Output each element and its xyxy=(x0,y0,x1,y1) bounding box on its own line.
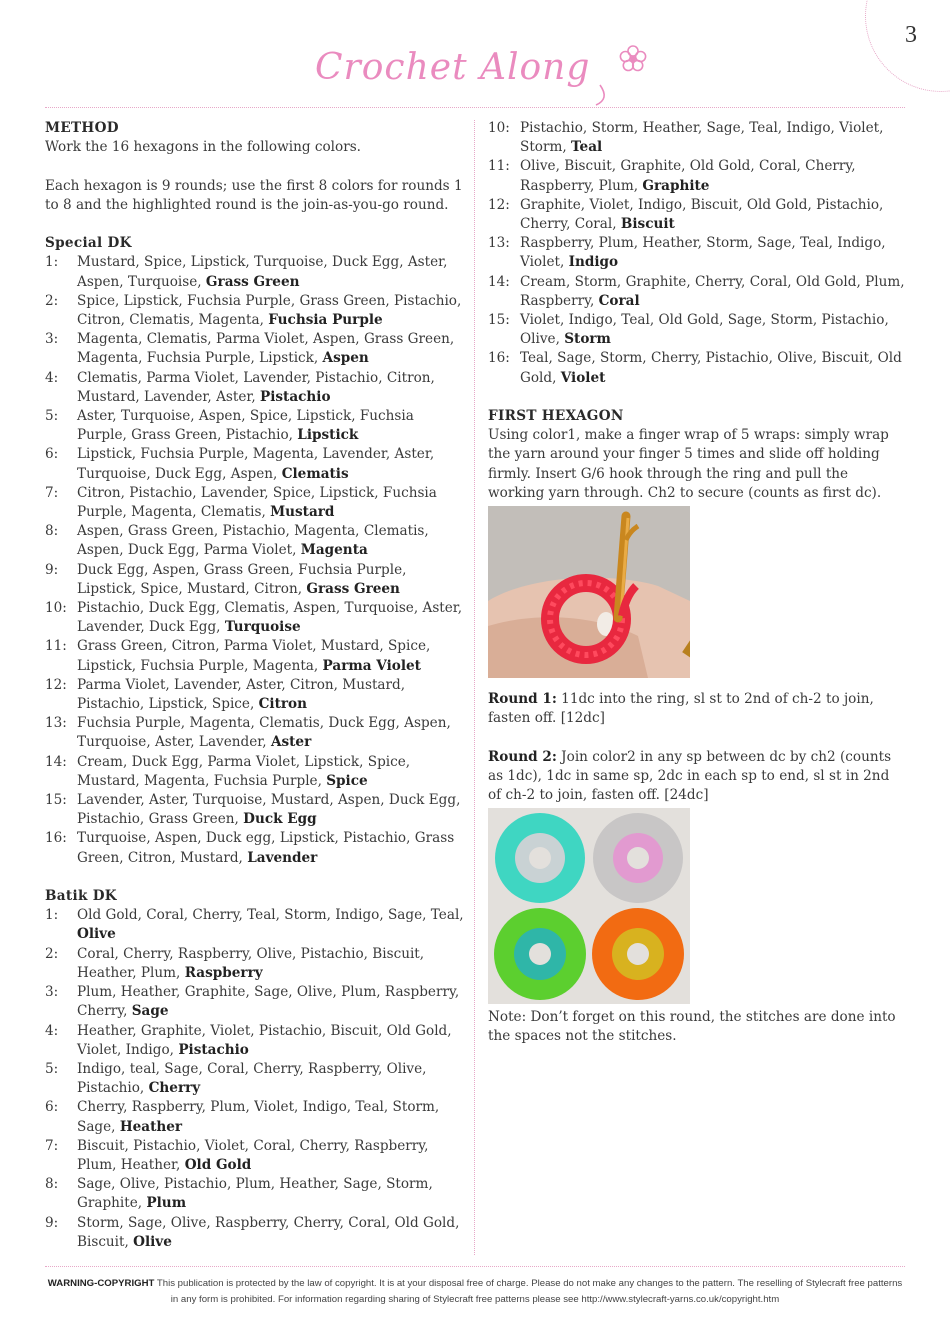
list-item xyxy=(45,1022,465,1060)
copyright-label: WARNING-COPYRIGHT xyxy=(47,1278,155,1289)
item-number: 1: xyxy=(45,907,59,924)
list-item xyxy=(488,157,906,195)
join-round-color: Cherry xyxy=(148,1080,201,1097)
join-round-color: Lipstick xyxy=(297,427,359,444)
finger-wrap-photo xyxy=(488,506,690,678)
list-item xyxy=(45,407,465,445)
item-number: 16: xyxy=(45,830,67,847)
join-round-color: Aster xyxy=(270,734,312,751)
item-colors: Raspberry, Plum, Heather, Storm, Sage, Teal, Indigo, Violet, Indigo xyxy=(520,235,886,271)
join-round-color: Aspen xyxy=(322,350,369,367)
join-round-color: Clematis xyxy=(281,465,349,482)
item-number: 11: xyxy=(45,638,67,655)
item-number: 12: xyxy=(488,196,510,213)
join-round-color: Biscuit xyxy=(620,216,675,233)
join-round-color: Pistachio xyxy=(260,388,331,405)
item-colors: Spice, Lipstick, Fuchsia Purple, Grass Green, Pistachio, Citron, Clematis, Magenta, Fuchsia Purple xyxy=(77,292,462,328)
list-item xyxy=(45,445,465,483)
item-number: 3: xyxy=(45,984,59,1001)
item-colors: Citron, Pistachio, Lavender, Spice, Lipstick, Fuchsia Purple, Magenta, Clematis, Mustard xyxy=(77,484,437,521)
item-colors: Grass Green, Citron, Parma Violet, Mustard, Spice, Lipstick, Fuchsia Purple, Magenta, Parma Violet xyxy=(77,638,431,674)
note-text: Note: Don’t forget on this round, the stitches are done into the spaces not the stitches. xyxy=(488,1009,896,1045)
item-colors: Indigo, teal, Sage, Coral, Cherry, Raspberry, Olive, Pistachio, Cherry xyxy=(77,1060,427,1097)
join-round-color: Parma Violet xyxy=(322,657,421,674)
list-item xyxy=(45,753,465,791)
item-number: 8: xyxy=(45,1176,59,1193)
item-colors: Mustard, Spice, Lipstick, Turquoise, Duck Egg, Aster, Aspen, Turquoise, Grass Green xyxy=(77,254,448,290)
list-item xyxy=(45,330,465,368)
copyright-text: This publication is protected by the law of copyright. It is at your disposal free of charge. Please do not make any changes to the pattern. The reselling of Stylecraft free patterns in any form is prohibited. For information regarding sharing of Stylecraft free patterns please see http://www.stylecraft-yarns.co.uk/copyright.htm xyxy=(154,1278,903,1305)
list-item xyxy=(488,273,906,311)
item-number: 3: xyxy=(45,331,59,348)
item-colors: Old Gold, Coral, Cherry, Teal, Storm, Indigo, Sage, Teal, Olive xyxy=(77,907,464,943)
round-2-text: Round 2: Join color2 in any sp between dc by ch2 (counts as 1dc), 1dc in same sp, 2dc in each sp to end, sl st in 2nd of ch-2 to join, fasten off. [24dc] xyxy=(488,748,892,804)
item-colors: Pistachio, Duck Egg, Clematis, Aspen, Turquoise, Aster, Lavender, Duck Egg, Turquoise xyxy=(77,600,463,636)
join-round-color: Duck Egg xyxy=(243,811,317,828)
join-round-color: Raspberry xyxy=(184,964,263,981)
first-hexagon-heading: FIRST HEXAGON xyxy=(488,408,624,425)
join-round-color: Coral xyxy=(598,292,640,309)
item-number: 1: xyxy=(45,254,59,271)
join-round-color: Magenta xyxy=(300,542,368,559)
join-round-color: Indigo xyxy=(568,254,619,271)
join-round-color: Fuchsia Purple xyxy=(268,312,383,328)
right-column xyxy=(488,119,906,1047)
flower-icon xyxy=(620,46,645,71)
item-number: 4: xyxy=(45,1022,59,1039)
list-item xyxy=(488,119,906,157)
item-number: 9: xyxy=(45,561,59,578)
item-number: 5: xyxy=(45,1060,59,1077)
list-item xyxy=(45,522,465,560)
item-colors: Coral, Cherry, Raspberry, Olive, Pistachio, Biscuit, Heather, Plum, Raspberry xyxy=(77,945,425,981)
item-colors: Duck Egg, Aspen, Grass Green, Fuchsia Purple, Lipstick, Spice, Mustard, Citron, Grass Green xyxy=(77,561,407,597)
item-number: 2: xyxy=(45,945,59,962)
list-item xyxy=(45,253,465,291)
item-number: 8: xyxy=(45,523,59,540)
item-number: 13: xyxy=(488,235,510,252)
list-item xyxy=(45,1060,465,1098)
list-item xyxy=(45,484,465,522)
list-item xyxy=(45,983,465,1021)
list-item xyxy=(488,234,906,272)
item-number: 4: xyxy=(45,369,59,386)
bottom-divider xyxy=(45,1266,905,1267)
copyright-footer xyxy=(45,1276,905,1308)
batik-dk-list xyxy=(45,906,465,1252)
list-item xyxy=(45,292,465,330)
special-dk-heading: Special DK xyxy=(45,235,132,252)
item-number: 10: xyxy=(488,120,510,136)
column-divider xyxy=(474,120,475,1255)
top-divider xyxy=(45,107,905,108)
item-colors: Lipstick, Fuchsia Purple, Magenta, Lavender, Aster, Turquoise, Duck Egg, Aspen, Clematis xyxy=(77,446,435,482)
item-number: 7: xyxy=(45,484,59,501)
special-dk-list xyxy=(45,253,465,868)
method-text: Work the 16 hexagons in the following colors. xyxy=(45,139,361,156)
join-round-color: Mustard xyxy=(270,504,335,521)
item-number: 12: xyxy=(45,676,67,693)
item-number: 10: xyxy=(45,600,67,617)
list-item xyxy=(45,945,465,983)
item-number: 7: xyxy=(45,1137,59,1154)
list-item xyxy=(488,196,906,234)
item-number: 2: xyxy=(45,292,59,309)
join-round-color: Citron xyxy=(258,696,307,713)
item-colors: Aspen, Grass Green, Pistachio, Magenta, Clematis, Aspen, Duck Egg, Parma Violet, Magenta xyxy=(77,523,429,559)
list-item xyxy=(45,561,465,599)
list-item xyxy=(45,906,465,944)
item-colors: Lavender, Aster, Turquoise, Mustard, Aspen, Duck Egg, Pistachio, Grass Green, Duck Egg xyxy=(77,792,461,828)
crochet-along-logo xyxy=(300,35,670,107)
list-item xyxy=(45,1098,465,1136)
round-1-label: Round 1: xyxy=(488,691,557,708)
join-round-color: Old Gold xyxy=(184,1156,252,1173)
join-round-color: Olive xyxy=(133,1233,172,1250)
item-number: 15: xyxy=(488,312,510,329)
item-number: 5: xyxy=(45,408,59,425)
item-number: 13: xyxy=(45,715,67,732)
join-round-color: Storm xyxy=(564,331,611,348)
item-colors: Graphite, Violet, Indigo, Biscuit, Old Gold, Pistachio, Cherry, Coral, Biscuit xyxy=(520,196,884,233)
join-round-color: Pistachio xyxy=(178,1041,249,1058)
join-round-color: Grass Green xyxy=(306,580,400,597)
item-number: 14: xyxy=(45,753,67,770)
first-hexagon-text: Using color1, make a finger wrap of 5 wraps: simply wrap the yarn around your finger 5 times and slide off holding firmly. Insert G/6 hook through the ring and pull the working yarn through. Ch2 to secure (counts as first dc). xyxy=(488,427,889,501)
item-colors: Turquoise, Aspen, Duck egg, Lipstick, Pistachio, Grass Green, Citron, Mustard, Lavender xyxy=(77,830,455,866)
join-round-color: Turquoise xyxy=(224,619,301,636)
item-colors: Sage, Olive, Pistachio, Plum, Heather, Sage, Storm, Graphite, Plum xyxy=(77,1176,433,1212)
item-colors: Olive, Biscuit, Graphite, Old Gold, Coral, Cherry, Raspberry, Plum, Graphite xyxy=(520,158,856,194)
item-number: 14: xyxy=(488,273,510,290)
item-colors: Heather, Graphite, Violet, Pistachio, Biscuit, Old Gold, Violet, Indigo, Pistachio xyxy=(77,1022,452,1058)
method-heading: METHOD xyxy=(45,120,119,136)
item-number: 15: xyxy=(45,792,67,809)
item-colors: Cream, Storm, Graphite, Cherry, Coral, Old Gold, Plum, Raspberry, Coral xyxy=(520,273,905,309)
round-2-label: Round 2: xyxy=(488,748,557,765)
round-1-text: Round 1: 11dc into the ring, sl st to 2nd of ch-2 to join, fasten off. [12dc] xyxy=(488,691,874,727)
item-colors: Cream, Duck Egg, Parma Violet, Lipstick, Spice, Mustard, Magenta, Fuchsia Purple, Spice xyxy=(77,753,411,789)
item-colors: Storm, Sage, Olive, Raspberry, Cherry, Coral, Old Gold, Biscuit, Olive xyxy=(77,1214,460,1250)
item-number: 6: xyxy=(45,446,59,463)
logo-text: Crochet Along xyxy=(315,47,591,88)
join-round-color: Lavender xyxy=(247,849,318,866)
list-item xyxy=(45,714,465,752)
join-round-color: Graphite xyxy=(642,177,710,194)
round-two-circles-photo xyxy=(488,808,690,1004)
item-colors: Pistachio, Storm, Heather, Sage, Teal, Indigo, Violet, Storm, Teal xyxy=(520,120,884,156)
join-round-color: Grass Green xyxy=(205,273,300,290)
join-round-color: Olive xyxy=(77,926,116,943)
item-colors: Magenta, Clematis, Parma Violet, Aspen, Grass Green, Magenta, Fuchsia Purple, Lipstick, Aspen xyxy=(77,331,455,367)
list-item xyxy=(45,676,465,714)
item-colors: Cherry, Raspberry, Plum, Violet, Indigo, Teal, Storm, Sage, Heather xyxy=(77,1099,440,1135)
item-colors: Fuchsia Purple, Magenta, Clematis, Duck Egg, Aspen, Turquoise, Aster, Lavender, Aster xyxy=(77,715,451,751)
item-number: 9: xyxy=(45,1214,59,1231)
item-colors: Plum, Heather, Graphite, Sage, Olive, Plum, Raspberry, Cherry, Sage xyxy=(77,984,460,1020)
list-item xyxy=(45,1175,465,1213)
item-colors: Teal, Sage, Storm, Cherry, Pistachio, Olive, Biscuit, Old Gold, Violet xyxy=(520,350,902,386)
item-colors: Parma Violet, Lavender, Aster, Citron, Mustard, Pistachio, Lipstick, Spice, Citron xyxy=(77,676,406,713)
join-round-color: Violet xyxy=(560,369,606,386)
list-item xyxy=(45,599,465,637)
item-number: 16: xyxy=(488,350,510,367)
batik-dk-heading: Batik DK xyxy=(45,888,117,905)
rounds-text: Each hexagon is 9 rounds; use the first 8 colors for rounds 1 to 8 and the highlighted round is the join-as-you-go round. xyxy=(45,177,463,213)
item-number: 11: xyxy=(488,158,510,175)
page-number: 3 xyxy=(905,22,917,48)
item-number: 6: xyxy=(45,1099,59,1116)
join-round-color: Heather xyxy=(119,1118,183,1135)
list-item xyxy=(45,637,465,675)
left-column xyxy=(45,119,465,1252)
item-colors: Clematis, Parma Violet, Lavender, Pistachio, Citron, Mustard, Lavender, Aster, Pistachio xyxy=(77,369,435,405)
list-item xyxy=(45,369,465,407)
list-item xyxy=(45,829,465,867)
join-round-color: Plum xyxy=(146,1195,187,1212)
item-colors: Violet, Indigo, Teal, Old Gold, Sage, Storm, Pistachio, Olive, Storm xyxy=(520,312,889,348)
join-round-color: Sage xyxy=(131,1003,169,1020)
list-item xyxy=(45,1137,465,1175)
logo-flourish xyxy=(596,85,604,105)
list-item xyxy=(488,311,906,349)
list-item xyxy=(488,349,906,387)
join-round-color: Spice xyxy=(326,772,368,789)
list-item xyxy=(45,1214,465,1252)
item-colors: Biscuit, Pistachio, Violet, Coral, Cherry, Raspberry, Plum, Heather, Old Gold xyxy=(77,1137,429,1173)
list-item xyxy=(45,791,465,829)
join-round-color: Teal xyxy=(571,139,603,156)
item-colors: Aster, Turquoise, Aspen, Spice, Lipstick, Fuchsia Purple, Grass Green, Pistachio, Lipstick xyxy=(77,408,414,444)
batik-dk-list-continued xyxy=(488,119,906,388)
